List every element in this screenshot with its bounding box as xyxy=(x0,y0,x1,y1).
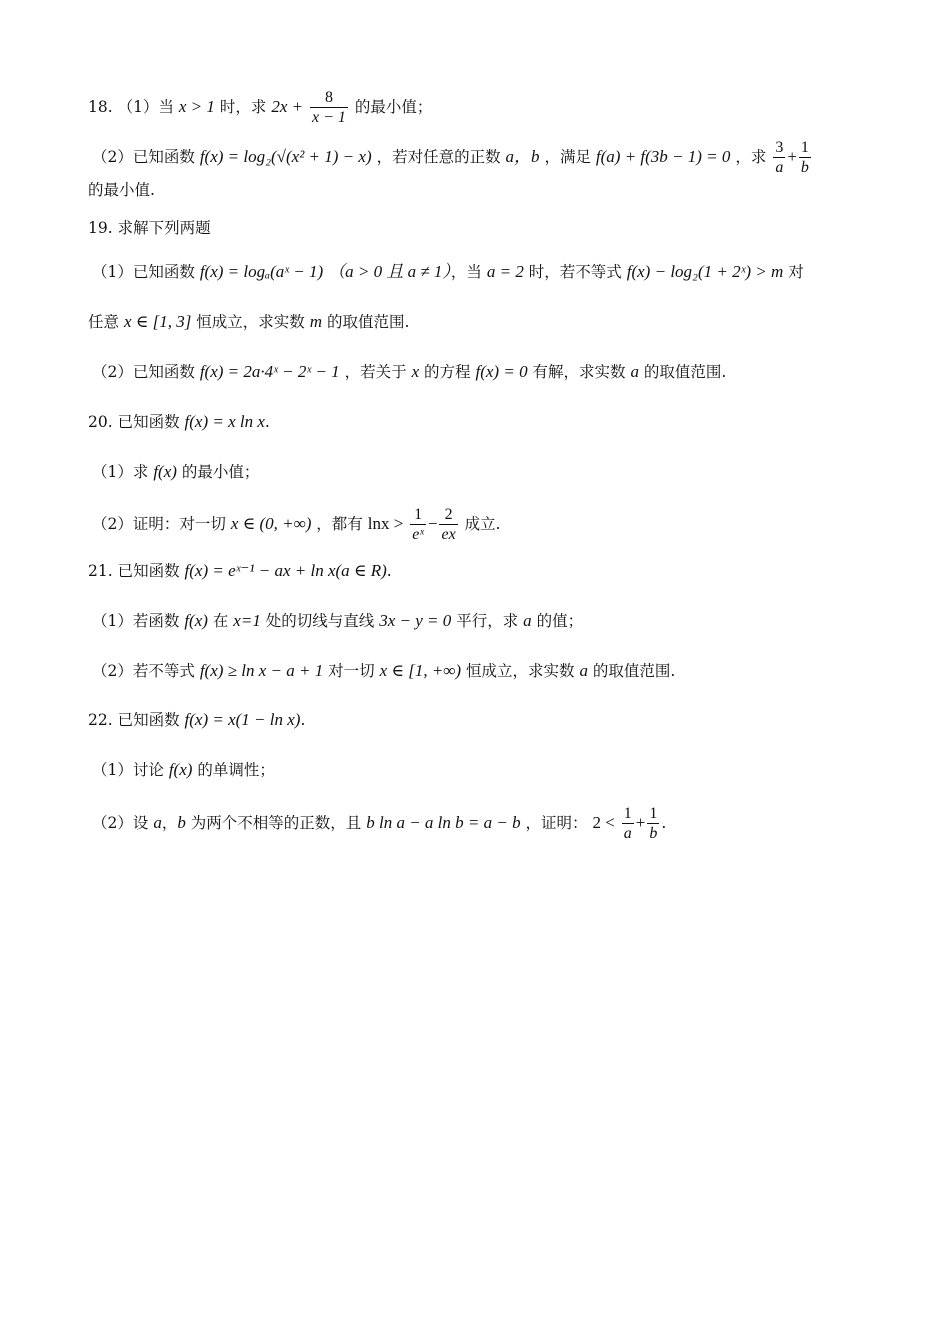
interval: x ∈ [1, 3] xyxy=(123,312,192,331)
text: 的取值范围. xyxy=(326,313,410,331)
problem-18-part-2-cont: 的最小值. xyxy=(88,181,155,199)
point: x=1 xyxy=(233,611,261,630)
fraction xyxy=(647,804,659,844)
problem-21-heading xyxy=(88,562,392,580)
inequality-left: 2 < xyxy=(592,813,615,833)
text: 的取值范围. xyxy=(643,363,727,381)
problem-18-part-2 xyxy=(92,138,813,178)
line-equation: 3x − y = 0 xyxy=(379,611,452,630)
fraction-numerator: 8 xyxy=(310,88,348,108)
text: 的单调性； xyxy=(197,761,275,779)
text: ，若对任意的正数 xyxy=(376,148,501,167)
fraction-numerator: 1 xyxy=(647,804,659,824)
interval: x ∈ (0, +∞) xyxy=(230,514,312,534)
fraction xyxy=(310,88,348,128)
problem-19-part-1 xyxy=(92,263,804,281)
text: （1）求 xyxy=(92,463,149,481)
problem-20-part-1 xyxy=(92,463,259,481)
text: 时，若不等式 xyxy=(528,263,622,281)
function-definition: f(x) = 2a·4ˣ − 2ˣ − 1 xyxy=(199,362,340,381)
text: 恒成立，求实数 xyxy=(196,313,305,331)
text: 的值； xyxy=(536,612,584,630)
variable: a xyxy=(153,813,162,833)
text: . xyxy=(661,814,667,833)
text: （2）若不等式 xyxy=(92,662,195,680)
fraction-numerator: 3 xyxy=(773,138,785,158)
text: 时，求 xyxy=(219,98,267,117)
condition: （a > 0 且 a ≠ 1） xyxy=(328,262,451,281)
value: a = 2 xyxy=(486,262,524,281)
text: （1）若函数 xyxy=(92,612,180,630)
equation: f(x) = 0 xyxy=(475,362,528,381)
operator: + xyxy=(635,813,646,833)
problem-20-part-2 xyxy=(92,505,501,545)
problem-21-part-2 xyxy=(92,662,675,680)
text: （1）已知函数 xyxy=(92,263,195,281)
text: （2）已知函数 xyxy=(92,363,195,381)
text: ， xyxy=(161,814,178,833)
problem-20-heading xyxy=(88,413,270,431)
inequality: f(x) ≥ ln x − a + 1 xyxy=(199,661,324,680)
fraction-denominator: a xyxy=(775,159,784,177)
fraction xyxy=(773,138,785,178)
problem-19-part-1-cont xyxy=(88,313,409,331)
interval: x ∈ [1, +∞) xyxy=(379,661,462,680)
inequality-left: lnx > xyxy=(367,514,404,534)
condition: x > 1 xyxy=(178,97,215,117)
problem-18-label: 18. （1）当 xyxy=(88,98,174,117)
fraction-denominator: x − 1 xyxy=(312,109,346,127)
fraction-numerator: 1 xyxy=(799,138,811,158)
text: 21. 已知函数 xyxy=(88,562,180,580)
inequality: f(x) − log₂(1 + 2ˣ) > m xyxy=(626,262,784,281)
variable: a xyxy=(523,611,532,630)
fraction xyxy=(622,804,634,844)
function-name: f(x) xyxy=(184,611,208,630)
text: . xyxy=(386,562,392,580)
operator: − xyxy=(427,514,438,534)
text: ，若关于 xyxy=(344,363,407,381)
problem-19-heading: 19. 求解下列两题 xyxy=(88,219,211,237)
problem-22-part-2 xyxy=(92,804,666,844)
text: （2）已知函数 xyxy=(92,148,195,167)
fraction-denominator: a xyxy=(623,825,632,843)
function-definition: f(x) = logₐ(aˣ − 1) xyxy=(199,262,324,281)
equation: f(a) + f(3b − 1) = 0 xyxy=(595,147,731,167)
condition: (a ∈ R) xyxy=(335,561,387,580)
fraction-denominator: ex xyxy=(441,526,456,544)
problem-22-part-1 xyxy=(92,761,275,779)
text: （2）证明：对一切 xyxy=(92,515,226,534)
text: 平行，求 xyxy=(456,612,519,630)
variables: a，b xyxy=(505,147,540,167)
fraction-denominator: eˣ xyxy=(412,526,424,544)
fraction-denominator: b xyxy=(649,825,658,843)
function-definition: f(x) = log₂(√(x² + 1) − x) xyxy=(199,147,372,167)
fraction-numerator: 1 xyxy=(622,804,634,824)
text: 恒成立，求实数 xyxy=(466,662,575,680)
text: （2）设 xyxy=(92,814,149,833)
text: 成立. xyxy=(464,515,501,534)
fraction xyxy=(799,138,811,178)
text: 在 xyxy=(212,612,229,630)
text: . xyxy=(264,413,270,431)
variable: m xyxy=(309,312,322,331)
fraction-denominator: b xyxy=(800,159,809,177)
text: 20. 已知函数 xyxy=(88,413,180,431)
equation: b ln a − a ln b = a − b xyxy=(366,813,521,833)
function-definition: f(x) = eˣ⁻¹ − ax + ln x xyxy=(184,561,336,580)
text: 处的切线与直线 xyxy=(265,612,375,630)
text: 对一切 xyxy=(328,662,375,680)
text: 有解，求实数 xyxy=(532,363,626,381)
operator: + xyxy=(787,147,797,167)
variable: x xyxy=(411,362,420,381)
problem-18-part-1 xyxy=(88,88,432,128)
problem-19-part-2 xyxy=(92,363,726,381)
text: . xyxy=(300,711,306,729)
text: 的取值范围. xyxy=(592,662,676,680)
fraction xyxy=(410,505,426,545)
text: 的最小值； xyxy=(354,98,433,117)
fraction xyxy=(439,505,457,545)
text: 的最小值； xyxy=(181,463,260,481)
text: 为两个不相等的正数，且 xyxy=(190,814,362,833)
variable: b xyxy=(177,813,186,833)
fraction-numerator: 2 xyxy=(439,505,457,525)
variable: a xyxy=(579,661,588,680)
text: ，求 xyxy=(735,148,767,167)
expression: 2x + xyxy=(271,97,304,117)
text: ，当 xyxy=(450,263,482,281)
problem-22-heading xyxy=(88,711,305,729)
text: ，满足 xyxy=(544,148,591,167)
text: 22. 已知函数 xyxy=(88,711,180,729)
text: （1）讨论 xyxy=(92,761,164,779)
function-definition: f(x) = x ln x xyxy=(184,412,265,431)
text: ，证明： xyxy=(525,814,588,833)
function-name: f(x) xyxy=(153,462,177,481)
text: ，都有 xyxy=(316,515,363,534)
function-definition: f(x) = x(1 − ln x) xyxy=(184,710,301,729)
fraction-numerator: 1 xyxy=(410,505,426,525)
text: 任意 xyxy=(88,313,120,331)
text: 对 xyxy=(788,263,804,281)
variable: a xyxy=(630,362,639,381)
text: 的方程 xyxy=(424,363,471,381)
function-name: f(x) xyxy=(168,760,193,779)
problem-21-part-1 xyxy=(92,612,583,630)
